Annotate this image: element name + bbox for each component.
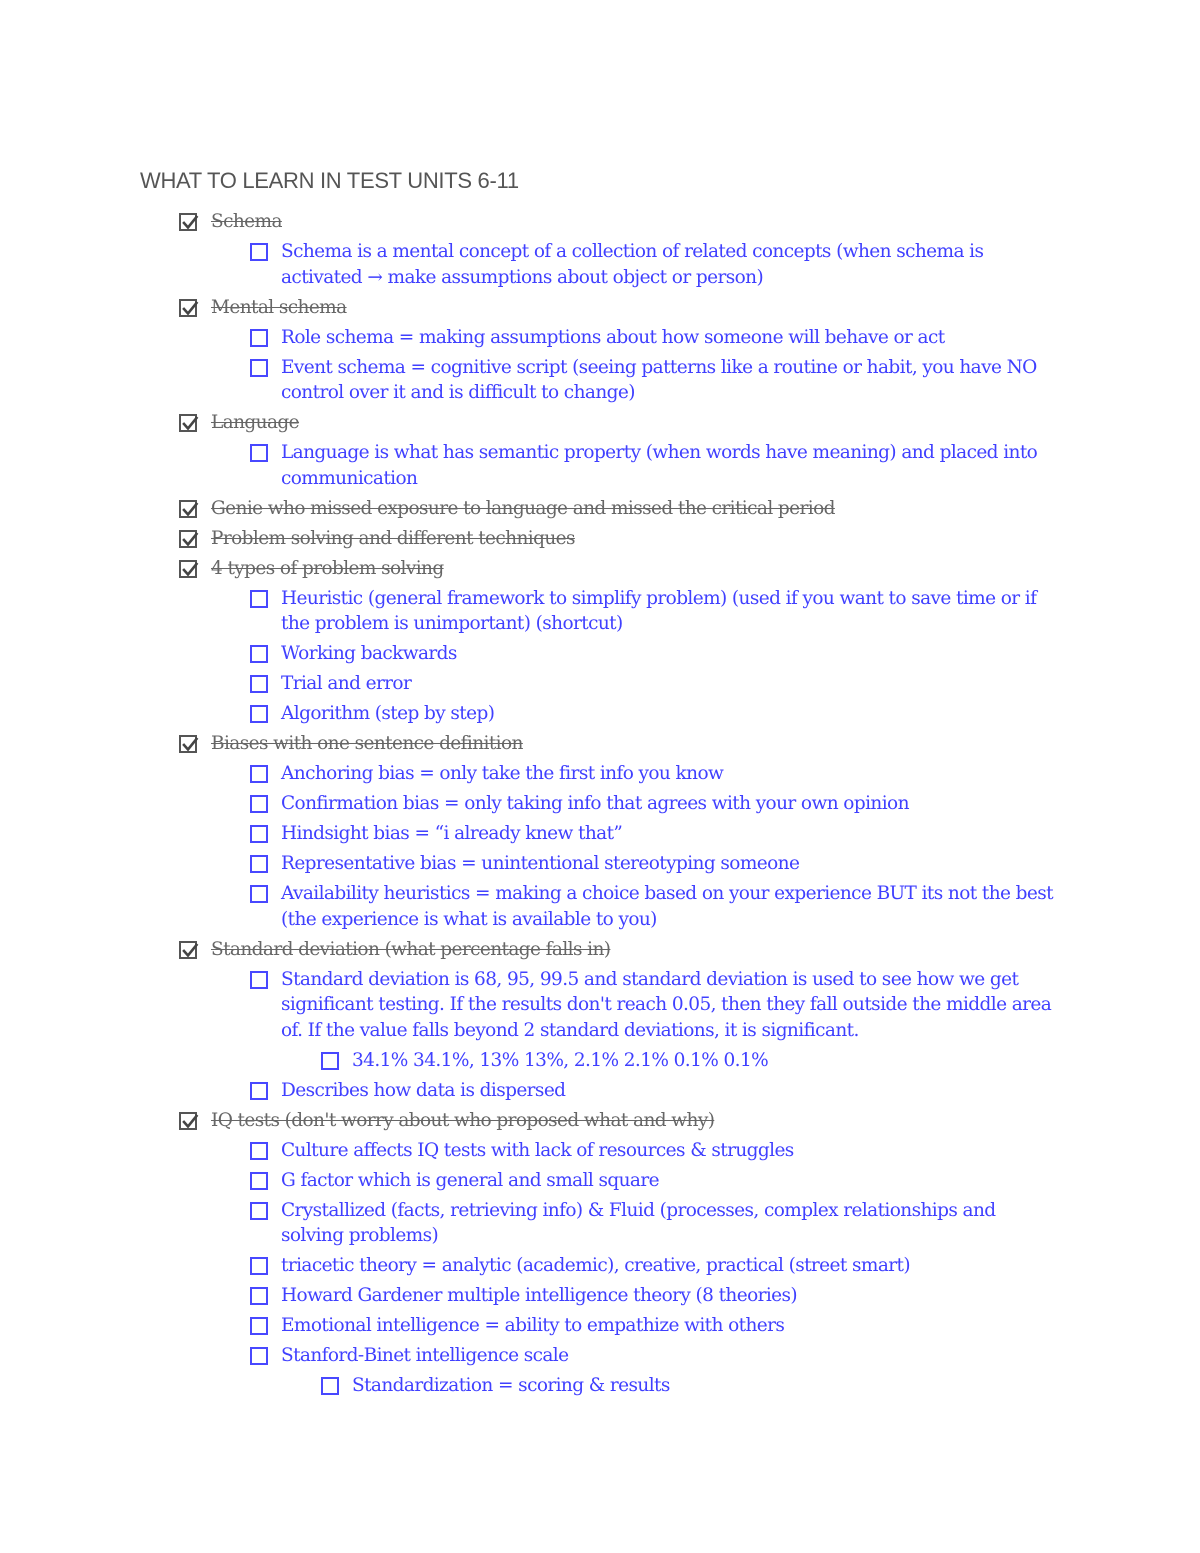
checklist-item-text: Biases with one sentence definition <box>211 733 523 754</box>
unchecked-checkbox-icon[interactable] <box>250 1172 268 1190</box>
unchecked-checkbox-icon[interactable] <box>250 825 268 843</box>
checked-checkbox-icon[interactable] <box>179 299 197 317</box>
checklist-item <box>0 355 1061 406</box>
checkmark-icon <box>180 941 200 961</box>
checklist-item-text: 4 types of problem solving <box>211 557 444 579</box>
checklist-item-checked <box>0 295 1071 321</box>
checkmark-icon <box>180 735 200 755</box>
checked-checkbox-icon[interactable] <box>179 735 197 753</box>
unchecked-checkbox-icon[interactable] <box>250 1082 268 1100</box>
unchecked-checkbox-icon[interactable] <box>250 675 268 693</box>
unchecked-checkbox-icon[interactable] <box>250 971 268 989</box>
checklist-item <box>0 821 1061 847</box>
checklist-item-text: Schema is a mental concept of a collection of related concepts (when schema is activated → make assumptions about object or person) <box>281 241 984 288</box>
checklist-item-text: Heuristic (general framework to simplify problem) (used if you want to save time or if the problem is unimportant) (shortcut) <box>281 587 1037 634</box>
checklist-item <box>0 641 1061 667</box>
checklist-item <box>0 1253 1061 1279</box>
checklist-item-text: Language is what has semantic property (when words have meaning) and placed into communication <box>281 442 1038 489</box>
checklist-item-text: Algorithm (step by step) <box>281 703 495 724</box>
checklist-item-text: Confirmation bias = only taking info that agrees with your own opinion <box>281 793 909 814</box>
checklist-item-text: Problem solving and different techniques <box>211 527 575 549</box>
checklist-item <box>0 671 1061 697</box>
unchecked-checkbox-icon[interactable] <box>250 1142 268 1160</box>
checklist-item-checked <box>0 937 1071 963</box>
checklist-item-text: Mental schema <box>211 296 347 318</box>
unchecked-checkbox-icon[interactable] <box>250 795 268 813</box>
unchecked-checkbox-icon[interactable] <box>250 359 268 377</box>
checklist <box>0 209 1200 1403</box>
checklist-item-text: Working backwards <box>281 643 457 664</box>
checklist-item <box>0 586 1061 637</box>
checklist-item-text: Event schema = cognitive script (seeing patterns like a routine or habit, you have NO control over it and is difficult to change) <box>281 356 1037 403</box>
checklist-item <box>0 791 1061 817</box>
checklist-item-text: Hindsight bias = “i already knew that” <box>281 823 623 844</box>
checklist-item-text: Availability heuristics = making a choice based on your experience BUT its not the best (the experience is what is available to you) <box>281 883 1053 930</box>
checklist-item-text: Emotional intelligence = ability to empathize with others <box>281 1315 785 1336</box>
unchecked-checkbox-icon[interactable] <box>250 885 268 903</box>
checklist-item-text: Culture affects IQ tests with lack of resources & struggles <box>281 1139 794 1161</box>
checklist-item <box>0 1078 1061 1104</box>
checklist-item-text: Schema <box>211 211 282 232</box>
checkmark-icon <box>180 414 200 434</box>
checked-checkbox-icon[interactable] <box>179 560 197 578</box>
checklist-item-text: Genie who missed exposure to language and missed the critical period <box>211 497 835 519</box>
checklist-item-checked <box>0 209 1071 235</box>
checklist-item <box>0 1198 1061 1249</box>
checkmark-icon <box>180 1112 200 1132</box>
checklist-item-text: Crystallized (facts, retrieving info) & Fluid (processes, complex relationships and solving problems) <box>281 1199 996 1246</box>
unchecked-checkbox-icon[interactable] <box>321 1377 339 1395</box>
checked-checkbox-icon[interactable] <box>179 213 197 231</box>
unchecked-checkbox-icon[interactable] <box>250 444 268 462</box>
checked-checkbox-icon[interactable] <box>179 414 197 432</box>
checklist-item <box>0 851 1061 877</box>
unchecked-checkbox-icon[interactable] <box>250 765 268 783</box>
checkmark-icon <box>180 299 200 319</box>
checklist-item <box>0 1373 1052 1399</box>
checkmark-icon <box>180 560 200 580</box>
checklist-item-text: Representative bias = unintentional stereotyping someone <box>281 853 800 874</box>
unchecked-checkbox-icon[interactable] <box>250 243 268 261</box>
checklist-item <box>0 239 1061 290</box>
checked-checkbox-icon[interactable] <box>179 500 197 518</box>
checkmark-icon <box>180 530 200 550</box>
checklist-item-checked <box>0 526 1071 552</box>
checklist-item-text: Standardization = scoring & results <box>352 1375 670 1396</box>
checklist-item <box>0 1343 1061 1369</box>
checklist-item-text: Language <box>211 412 300 433</box>
unchecked-checkbox-icon[interactable] <box>250 329 268 347</box>
unchecked-checkbox-icon[interactable] <box>250 1317 268 1335</box>
checkmark-icon <box>180 500 200 520</box>
unchecked-checkbox-icon[interactable] <box>250 855 268 873</box>
checklist-item <box>0 761 1061 787</box>
page-title: WHAT TO LEARN IN TEST UNITS 6-11 <box>140 168 519 193</box>
checklist-item <box>0 1313 1061 1339</box>
checked-checkbox-icon[interactable] <box>179 941 197 959</box>
unchecked-checkbox-icon[interactable] <box>250 645 268 663</box>
unchecked-checkbox-icon[interactable] <box>250 1347 268 1365</box>
checklist-item-text: Anchoring bias = only take the first info you know <box>281 763 724 784</box>
checklist-item-text: G factor which is general and small square <box>281 1169 659 1191</box>
checklist-item-checked <box>0 1108 1071 1134</box>
checklist-item <box>0 1048 1052 1074</box>
unchecked-checkbox-icon[interactable] <box>250 1202 268 1220</box>
unchecked-checkbox-icon[interactable] <box>250 1257 268 1275</box>
checklist-item <box>0 1283 1061 1309</box>
checklist-item <box>0 1168 1061 1194</box>
checklist-item-text: Role schema = making assumptions about how someone will behave or act <box>281 326 945 348</box>
checklist-item-text: 34.1% 34.1%, 13% 13%, 2.1% 2.1% 0.1% 0.1% <box>352 1049 769 1071</box>
checkmark-icon <box>180 213 200 233</box>
checklist-item-text: Howard Gardener multiple intelligence theory (8 theories) <box>281 1285 798 1306</box>
checklist-item-checked <box>0 410 1071 436</box>
checked-checkbox-icon[interactable] <box>179 530 197 548</box>
checklist-item <box>0 325 1061 351</box>
checklist-item-text: IQ tests (don't worry about who proposed what and why) <box>211 1109 715 1131</box>
checklist-item <box>0 440 1061 491</box>
checklist-item-text: Standard deviation is 68, 95, 99.5 and standard deviation is used to see how we get significant testing. If the results don't reach 0.05, then they fall outside the middle area of. If the value falls beyond 2 standard deviations, it is significant. <box>281 968 1052 1041</box>
checklist-item <box>0 1138 1061 1164</box>
checklist-item <box>0 881 1061 932</box>
checklist-item-checked <box>0 496 1071 522</box>
checklist-item-text: Stanford-Binet intelligence scale <box>281 1345 569 1366</box>
checklist-item-text: Trial and error <box>281 673 412 694</box>
checklist-item-checked <box>0 556 1071 582</box>
checked-checkbox-icon[interactable] <box>179 1112 197 1130</box>
checklist-item <box>0 701 1061 727</box>
unchecked-checkbox-icon[interactable] <box>250 590 268 608</box>
checklist-item-text: triacetic theory = analytic (academic), creative, practical (street smart) <box>281 1255 910 1276</box>
unchecked-checkbox-icon[interactable] <box>250 1287 268 1305</box>
unchecked-checkbox-icon[interactable] <box>250 705 268 723</box>
unchecked-checkbox-icon[interactable] <box>321 1052 339 1070</box>
checklist-item-text: Describes how data is dispersed <box>281 1079 566 1101</box>
checklist-item-checked <box>0 731 1071 757</box>
checklist-item-text: Standard deviation (what percentage falls in) <box>211 938 611 960</box>
checklist-item <box>0 967 1061 1044</box>
